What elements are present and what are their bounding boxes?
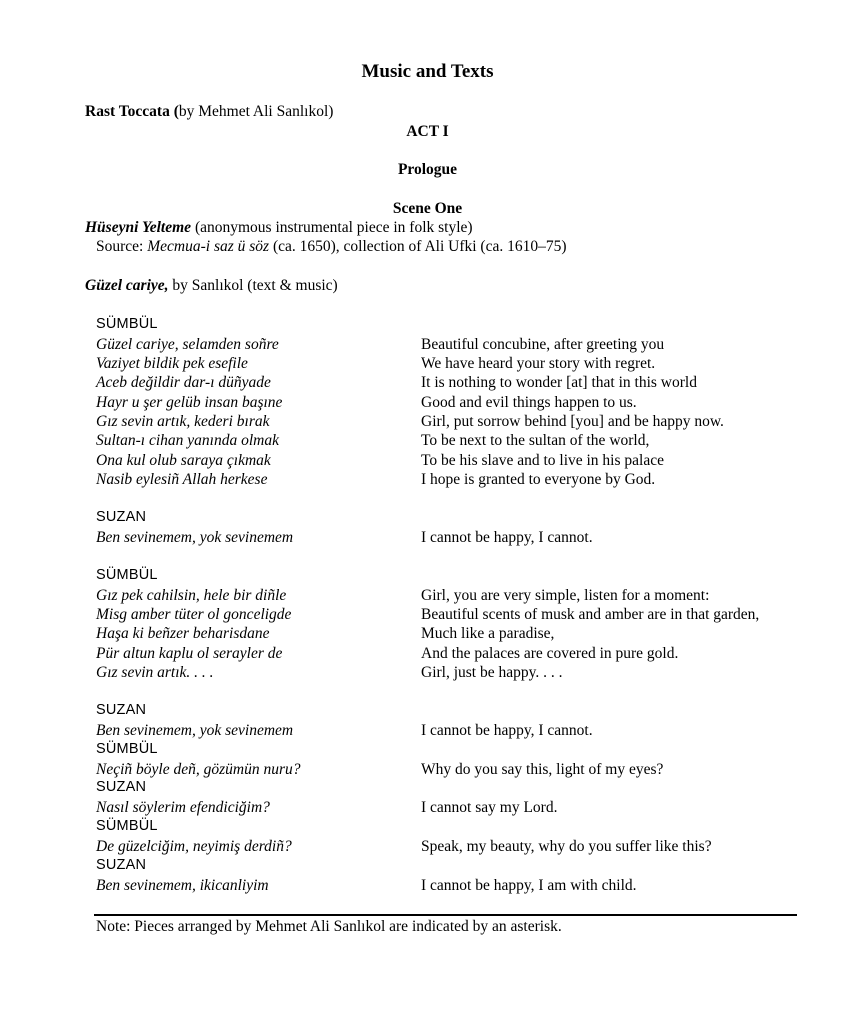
turkish-lyric-line: Hayr u şer gelüb insan başıne <box>96 393 283 411</box>
english-translation-line: Girl, put sorrow behind [you] and be happy now. <box>421 413 724 430</box>
act-heading: ACT I <box>406 123 449 140</box>
english-translation-line: Good and evil things happen to us. <box>421 393 637 411</box>
english-translation-line: Girl, you are very simple, listen for a moment: <box>421 586 710 604</box>
page-title: Music and Texts <box>361 61 494 82</box>
rast-toccata-line <box>85 103 333 121</box>
english-translation-line: To be next to the sultan of the world, <box>421 432 650 450</box>
footnote: Note: Pieces arranged by Mehmet Ali Sanlıkol are indicated by an asterisk. <box>96 918 562 935</box>
turkish-lyric-line: Haşa ki beñzer beharisdane <box>96 625 270 643</box>
english-translation-line: Beautiful concubine, after greeting you <box>421 335 665 353</box>
footnote-divider <box>94 914 797 916</box>
turkish-lyric-line: Ona kul olub saraya çıkmak <box>96 451 271 469</box>
turkish-lyric-line: De güzelciğim, neyimiş derdiñ? <box>96 837 292 855</box>
guzel-cariye-line <box>85 277 338 295</box>
source-prefix: Source: <box>96 238 148 255</box>
speaker-name: SÜMBÜL <box>96 818 158 834</box>
turkish-lyric-line: Nasib eylesiñ Allah herkese <box>96 470 268 488</box>
turkish-lyric-line: Sultan-ı cihan yanında olmak <box>96 432 279 450</box>
rast-toccata-title: Rast Toccata ( <box>85 103 179 120</box>
english-translation-line: Why do you say this, light of my eyes? <box>421 760 664 778</box>
turkish-lyric-line: Neçiñ böyle deñ, gözümün nuru? <box>96 760 301 778</box>
guzel-cariye-title: Güzel cariye, <box>85 277 169 294</box>
turkish-lyric-line: Ben sevinemem, ikicanliyim <box>96 876 269 894</box>
english-translation-line: I cannot be happy, I cannot. <box>421 528 593 546</box>
turkish-lyric-line: Ben sevinemem, yok sevinemem <box>96 721 294 739</box>
english-translation-line: We have heard your story with regret. <box>421 355 656 373</box>
yelteme-description: (anonymous instrumental piece in folk style) <box>191 219 473 236</box>
english-translation-line: I hope is granted to everyone by God. <box>421 470 656 488</box>
rast-toccata-credit: by Mehmet Ali Sanlıkol) <box>178 103 334 120</box>
speaker-name: SUZAN <box>96 509 147 525</box>
turkish-lyric-line: Gız sevin artık. . . . <box>96 664 214 681</box>
speaker-name: SUZAN <box>96 779 147 795</box>
english-translation-line: Much like a paradise, <box>421 625 555 643</box>
source-line <box>96 238 567 256</box>
speaker-name: SÜMBÜL <box>96 741 158 757</box>
english-translation-line: To be his slave and to live in his palace <box>421 451 664 469</box>
yelteme-line <box>85 219 473 237</box>
scene-heading: Scene One <box>392 200 463 217</box>
turkish-lyric-line: Gız pek cahilsin, hele bir diñle <box>96 586 287 604</box>
english-translation-line: Speak, my beauty, why do you suffer like this? <box>421 837 712 855</box>
turkish-lyric-line: Güzel cariye, selamden soñre <box>96 335 279 353</box>
speaker-name: SUZAN <box>96 857 147 873</box>
turkish-lyric-line: Pür altun kaplu ol serayler de <box>96 644 283 662</box>
english-translation-line: Beautiful scents of musk and amber are in that garden, <box>421 606 760 624</box>
turkish-lyric-line: Misg amber tüter ol gonceligde <box>96 606 292 624</box>
guzel-cariye-credit: by Sanlıkol (text & music) <box>168 277 338 294</box>
english-translation-line: Girl, just be happy. . . . <box>421 664 563 681</box>
english-translation-line: I cannot say my Lord. <box>421 798 558 816</box>
english-translation-line: And the palaces are covered in pure gold. <box>421 644 679 662</box>
speaker-name: SÜMBÜL <box>96 567 158 583</box>
english-translation-line: It is nothing to wonder [at] that in this world <box>421 374 697 392</box>
source-suffix: (ca. 1650), collection of Ali Ufki (ca. 1610–75) <box>269 238 567 255</box>
prologue-heading: Prologue <box>397 161 458 178</box>
turkish-lyric-line: Aceb değildir dar-ı düñyade <box>96 374 271 392</box>
speaker-name: SUZAN <box>96 702 147 718</box>
english-translation-line: I cannot be happy, I am with child. <box>421 876 637 894</box>
yelteme-title: Hüseyni Yelteme <box>85 219 192 236</box>
turkish-lyric-line: Gız sevin artık, kederi bırak <box>96 413 270 430</box>
turkish-lyric-line: Ben sevinemem, yok sevinemem <box>96 528 294 546</box>
source-work: Mecmua-i saz ü söz <box>147 238 270 255</box>
turkish-lyric-line: Vaziyet bildik pek esefile <box>96 355 248 373</box>
english-translation-line: I cannot be happy, I cannot. <box>421 721 593 739</box>
turkish-lyric-line: Nasıl söylerim efendiciğim? <box>96 798 270 816</box>
speaker-name: SÜMBÜL <box>96 316 158 332</box>
